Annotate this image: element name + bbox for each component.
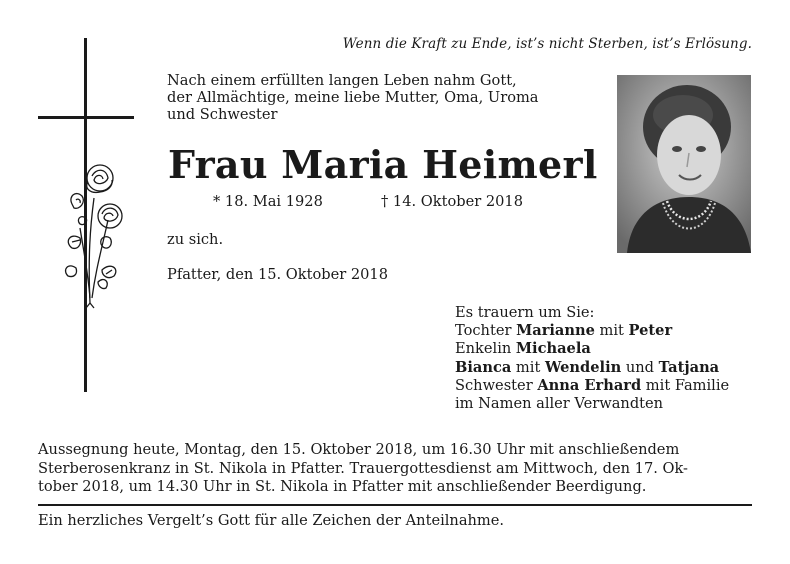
motto: Wenn die Kraft zu Ende, ist’s nicht Sterben, ist’s Erlösung. — [342, 36, 752, 52]
intro-ending: zu sich. — [167, 231, 224, 248]
divider — [38, 504, 752, 506]
mourner-line: im Namen aller Verwandten — [455, 395, 664, 413]
mourners-heading: Es trauern um Sie: — [455, 304, 595, 321]
mourner-line: Schwester Anna Erhard mit Familie — [455, 376, 730, 394]
mourners-list — [455, 304, 729, 413]
death-date: † 14. Oktober 2018 — [381, 193, 523, 210]
intro-line: Nach einem erfüllten langen Leben nahm Gott, — [167, 72, 517, 89]
portrait-photo — [617, 75, 751, 253]
mourner-line: Enkelin Michaela — [455, 340, 591, 358]
closing-text: Ein herzliches Vergelt’s Gott für alle Zeichen der Anteilnahme. — [38, 512, 505, 529]
service-details — [38, 441, 754, 497]
mourner-line: Bianca mit Wendelin und Tatjana — [455, 358, 720, 376]
intro-text — [167, 72, 597, 123]
roses-icon — [50, 158, 134, 310]
deceased-name: Frau Maria Heimerl — [168, 142, 598, 187]
portrait-image — [617, 75, 751, 253]
intro-line: der Allmächtige, meine liebe Mutter, Oma, Uroma — [167, 89, 539, 106]
place-date: Pfatter, den 15. Oktober 2018 — [167, 266, 388, 283]
mourner-line: Tochter Marianne mit Peter — [455, 322, 673, 340]
service-line: Aussegnung heute, Montag, den 15. Oktober 2018, um 16.30 Uhr mit anschließendem — [38, 441, 680, 458]
birth-date: * 18. Mai 1928 — [213, 193, 323, 210]
service-line: Sterberosenkranz in St. Nikola in Pfatter. Trauergottesdienst am Mittwoch, den 17. Ok- — [38, 459, 688, 477]
service-line: tober 2018, um 14.30 Uhr in St. Nikola in Pfatter mit anschließender Beerdigung. — [38, 478, 647, 495]
intro-line: und Schwester — [167, 106, 278, 123]
cross-icon-bar — [38, 116, 134, 119]
